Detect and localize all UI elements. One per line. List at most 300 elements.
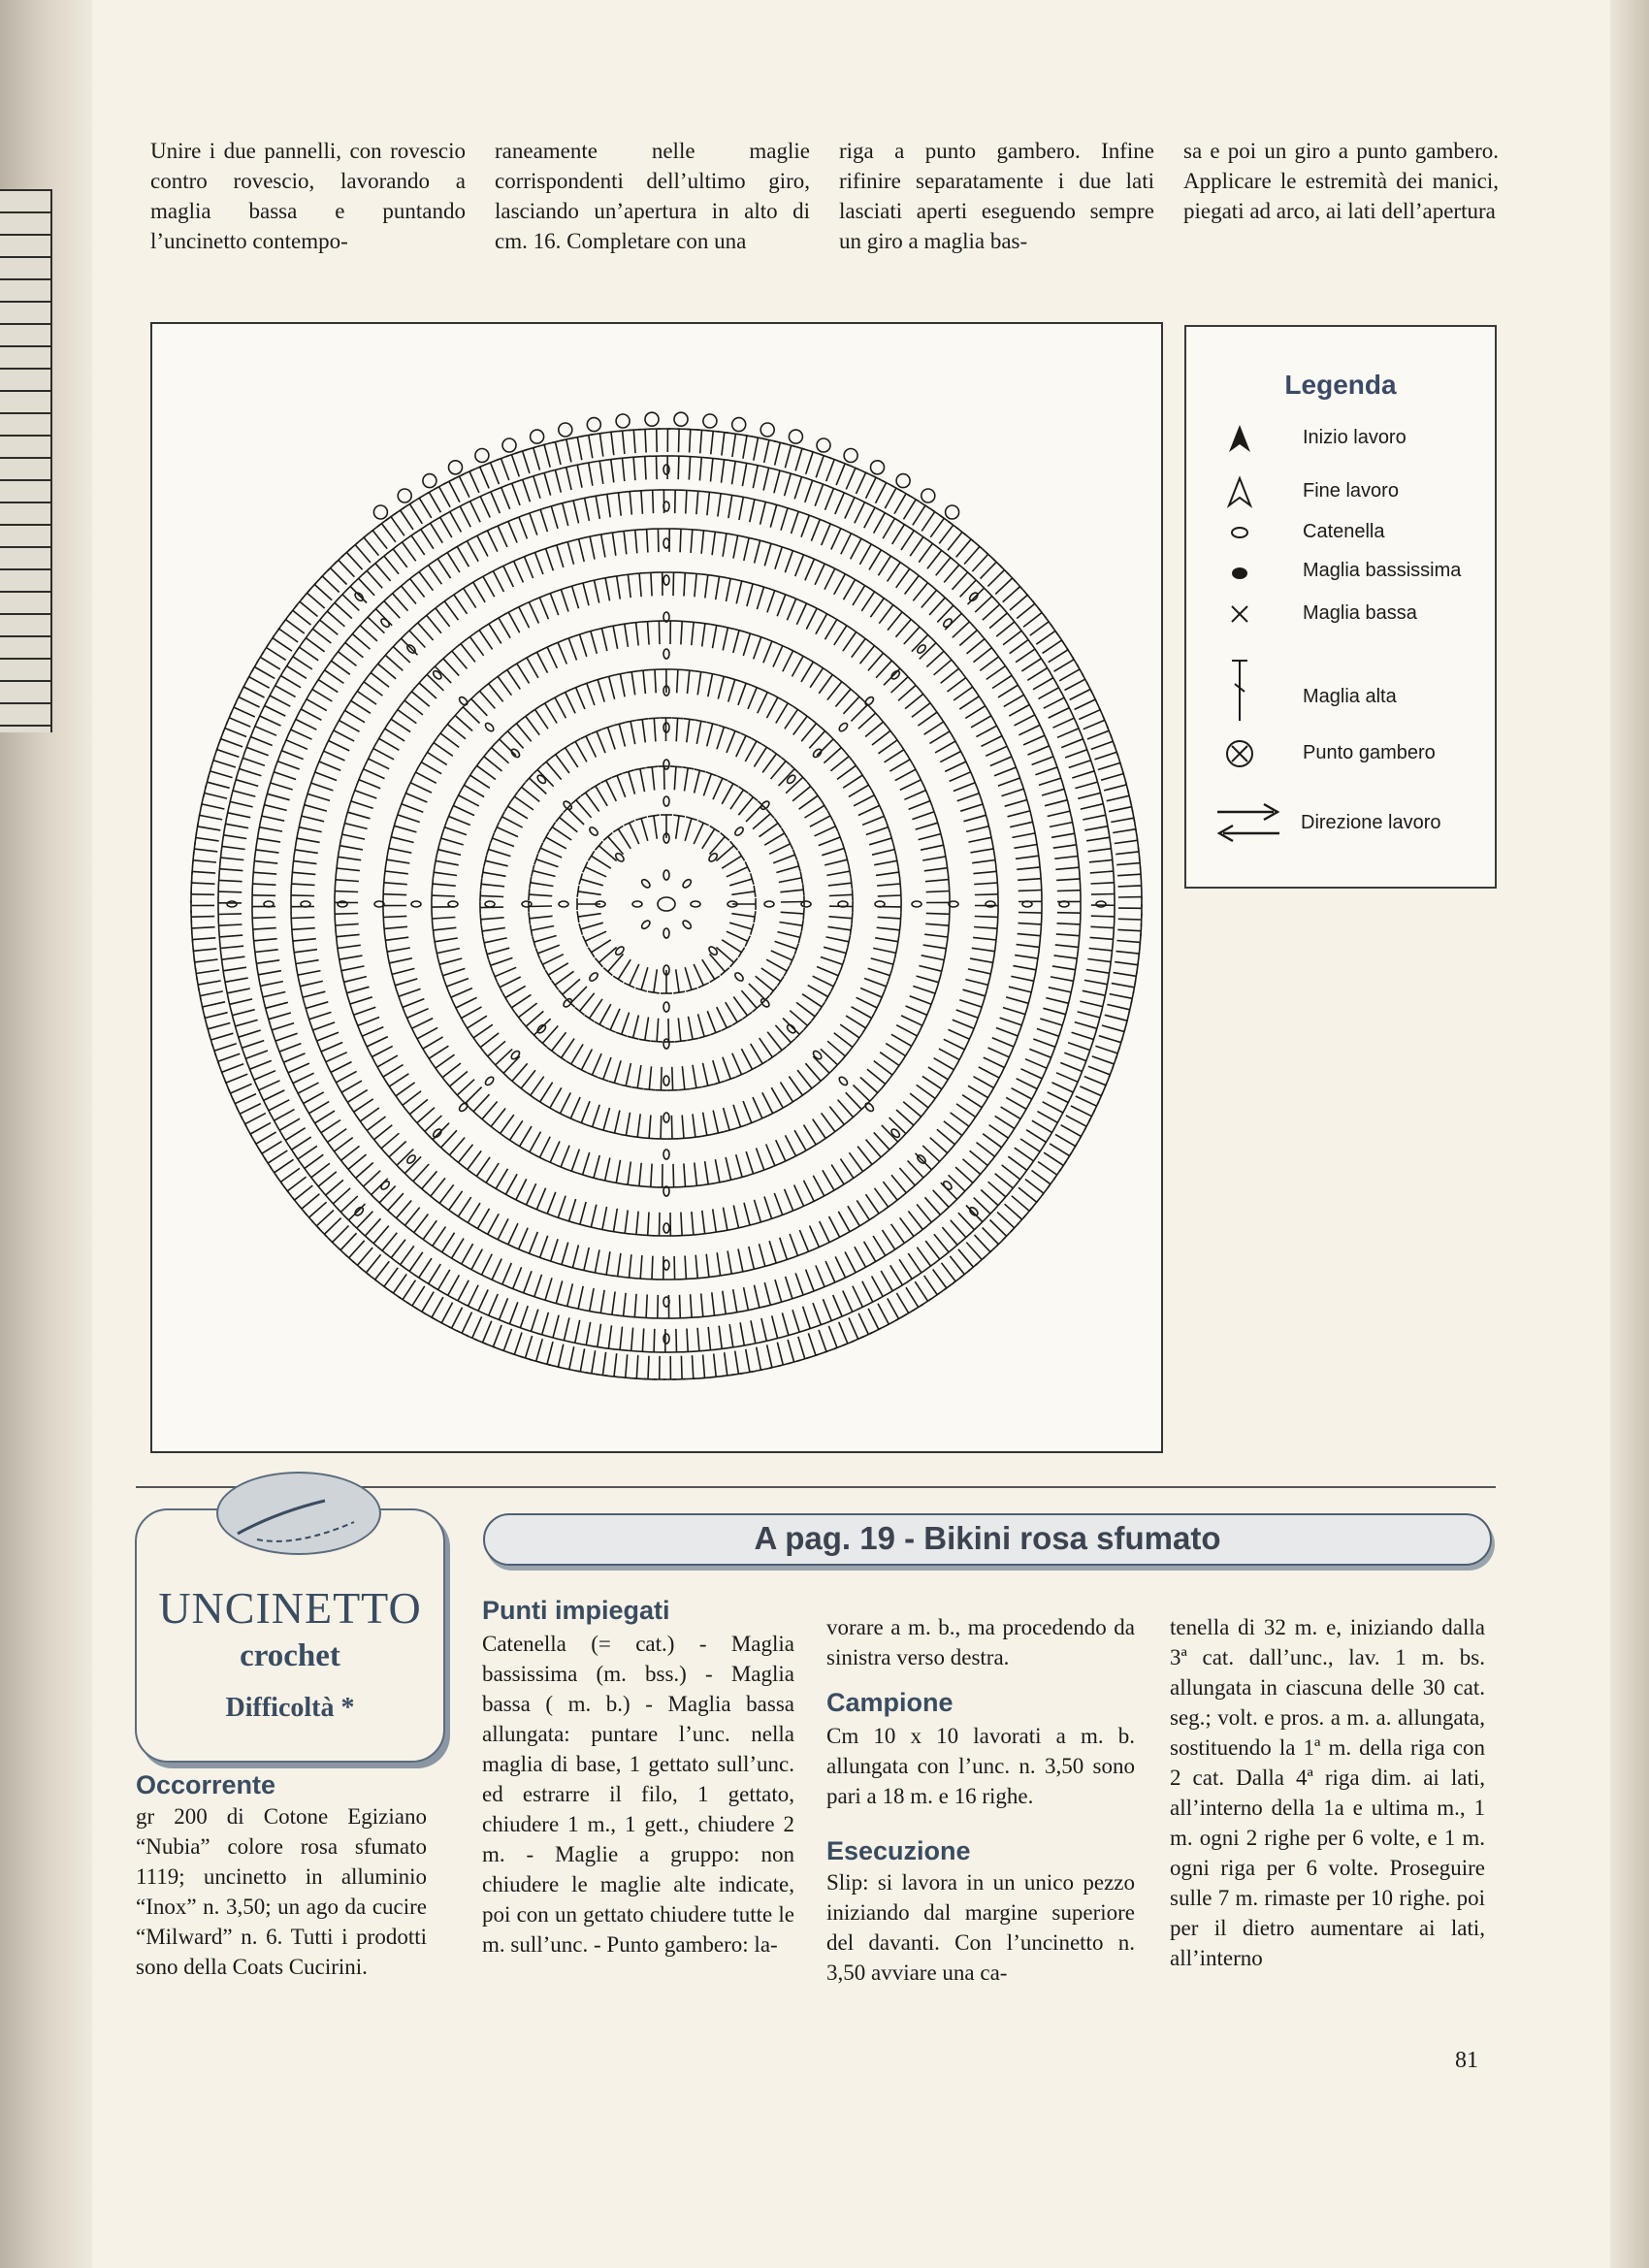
- stitch-top-mark: [673, 815, 685, 817]
- stitch-top-mark: [897, 936, 899, 948]
- stitch-post-mark: [379, 738, 400, 750]
- stitch-post-mark: [724, 1108, 730, 1130]
- chain-stitch-mark: [663, 1260, 669, 1270]
- stitch-post-mark: [799, 795, 819, 809]
- stitch-post-mark: [805, 1063, 821, 1081]
- stitch-post-mark: [571, 1044, 583, 1064]
- stitch-top-mark: [464, 1023, 469, 1033]
- stitch-post-mark: [1071, 1106, 1092, 1117]
- stitch-top-mark: [915, 1031, 921, 1042]
- stitch-top-mark: [488, 568, 499, 574]
- stitch-post-mark: [480, 691, 496, 708]
- stitch-post-mark: [1069, 761, 1091, 768]
- stitch-top-mark: [692, 1278, 703, 1279]
- stitch-post-mark: [298, 1083, 318, 1093]
- stitch-post-mark: [624, 1293, 627, 1316]
- stitch-post-mark: [365, 1218, 380, 1236]
- stitch-post-mark: [657, 456, 658, 479]
- stitch-post-mark: [747, 584, 753, 606]
- stitch-post-mark: [852, 1007, 872, 1019]
- stitch-post-mark: [436, 608, 450, 627]
- stitch-post-mark: [572, 586, 579, 608]
- stitch-post-mark: [1013, 966, 1036, 970]
- stitch-post-mark: [679, 429, 680, 452]
- stitch-top-mark: [871, 1259, 881, 1265]
- page-edge-shadow: [1610, 0, 1649, 2268]
- stitch-post-mark: [437, 559, 450, 578]
- stitch-post-mark: [925, 923, 949, 925]
- stitch-post-mark: [659, 621, 660, 644]
- stitch-post-mark: [468, 1016, 487, 1028]
- stitch-top-mark: [481, 925, 483, 937]
- stitch-post-mark: [264, 805, 286, 811]
- stitch-post-mark: [820, 1221, 829, 1243]
- chain-stitch-mark: [588, 971, 598, 982]
- stitch-post-mark: [822, 849, 844, 856]
- stitch-post-mark: [971, 849, 994, 853]
- stitch-post-mark: [705, 575, 708, 599]
- stitch-post-mark: [785, 709, 797, 729]
- stitch-post-mark: [339, 857, 362, 859]
- col4-text: tenella di 32 m. e, iniziando dalla 3ª cat. dall’unc., lav. 1 m. bs. allungata in ciascuna delle 30 cat. seg.; volt. e pros. a m. a. allungata, sostituendo la 1ª m. della riga con 2 cat. Dalla 4ª riga dim. ai lati, all’interno della 1a e ultima m., 1 m. ogni 2 righe per 6 volte, e 1 m. ogni riga per 6 volte. Proseguire sulle 7 m. rimaste per 10 righe. poi per il dietro aumentare ai lati, all’interno: [1170, 1615, 1485, 1970]
- stitch-post-mark: [922, 956, 945, 960]
- stitch-post-mark: [958, 1213, 975, 1230]
- stitch-post-mark: [838, 1100, 854, 1118]
- stitch-top-mark: [1140, 936, 1141, 948]
- stitch-top-mark: [710, 1231, 722, 1233]
- stitch-post-mark: [355, 545, 371, 563]
- stitch-top-mark: [695, 671, 707, 673]
- stitch-top-mark: [1080, 873, 1081, 885]
- stitch-post-mark: [469, 1285, 479, 1307]
- stitch-post-mark: [355, 791, 377, 798]
- stitch-post-mark: [462, 1007, 482, 1019]
- stitch-post-mark: [281, 676, 302, 688]
- stitch-top-mark: [631, 1136, 643, 1138]
- stitch-post-mark: [819, 1330, 826, 1352]
- stitch-top-mark: [714, 1182, 726, 1183]
- stitch-post-mark: [566, 693, 575, 714]
- stitch-post-mark: [827, 1041, 845, 1056]
- stitch-top-mark: [923, 579, 932, 587]
- stitch-top-mark: [958, 746, 964, 757]
- stitch-post-mark: [636, 1355, 638, 1378]
- stitch-post-mark: [760, 1038, 773, 1057]
- stitch-top-mark: [1080, 919, 1081, 930]
- stitch-top-mark: [909, 1233, 919, 1240]
- stitch-post-mark: [375, 609, 392, 626]
- stitch-top-mark: [256, 957, 258, 969]
- stitch-post-mark: [523, 451, 530, 473]
- stitch-top-mark: [514, 1144, 524, 1150]
- crab-stitch-mark: [587, 418, 600, 432]
- stitch-top-mark: [276, 1125, 282, 1135]
- stitch-post-mark: [409, 504, 422, 524]
- stitch-top-mark: [1107, 979, 1109, 990]
- stitch-post-mark: [326, 1053, 347, 1062]
- stitch-post-mark: [309, 1202, 327, 1217]
- stitch-post-mark: [516, 1179, 527, 1199]
- stitch-post-mark: [557, 545, 564, 567]
- stitch-post-mark: [253, 872, 276, 874]
- stitch-post-mark: [342, 595, 359, 611]
- stitch-top-mark: [1073, 975, 1075, 987]
- stitch-post-mark: [773, 855, 794, 863]
- stitch-post-mark: [452, 1308, 463, 1328]
- legend-item-single: [1186, 595, 1495, 633]
- stitch-post-mark: [567, 808, 584, 825]
- stitch-post-mark: [648, 1213, 649, 1236]
- stitch-post-mark: [1055, 867, 1079, 869]
- stitch-post-mark: [367, 1037, 388, 1047]
- stitch-post-mark: [835, 493, 845, 514]
- stitch-post-mark: [866, 827, 889, 835]
- stitch-top-mark: [1045, 664, 1051, 673]
- stitch-post-mark: [1056, 1073, 1078, 1083]
- stitch-top-mark: [900, 913, 901, 924]
- crab-stitch-mark: [789, 430, 802, 443]
- stitch-post-mark: [753, 814, 770, 829]
- stitch-post-mark: [964, 547, 980, 565]
- stitch-top-mark: [626, 1350, 637, 1351]
- stitch-post-mark: [775, 941, 797, 949]
- stitch-top-mark: [511, 792, 518, 801]
- stitch-top-mark: [613, 976, 623, 982]
- stitch-top-mark: [754, 911, 756, 923]
- stitch-post-mark: [1099, 1036, 1121, 1043]
- stitch-post-mark: [292, 884, 315, 885]
- chain-stitch-mark: [663, 1076, 669, 1085]
- stitch-post-mark: [566, 439, 571, 462]
- stitch-top-mark: [459, 1013, 465, 1023]
- stitch-post-mark: [834, 574, 846, 595]
- stitch-top-mark: [617, 458, 629, 459]
- chain-stitch-mark: [663, 1223, 669, 1233]
- stitch-post-mark: [810, 1226, 820, 1247]
- stitch-top-mark: [494, 615, 503, 621]
- stitch-post-mark: [293, 610, 311, 625]
- stitch-post-mark: [254, 1071, 275, 1080]
- stitch-post-mark: [385, 937, 408, 940]
- stitch-post-mark: [377, 1055, 398, 1067]
- stitch-post-mark: [1091, 894, 1115, 895]
- stitch-post-mark: [239, 697, 260, 708]
- stitch-post-mark: [787, 599, 795, 620]
- stitch-top-mark: [812, 606, 823, 611]
- legend-label: Punto gambero: [1303, 742, 1436, 763]
- chain-stitch-mark: [733, 971, 744, 982]
- stitch-top-mark: [681, 490, 693, 491]
- stitch-post-mark: [860, 646, 875, 664]
- stitch-post-mark: [755, 540, 760, 563]
- stitch-post-mark: [642, 720, 645, 743]
- stitch-post-mark: [214, 1044, 237, 1051]
- stitch-top-mark: [595, 433, 606, 435]
- stitch-post-mark: [449, 1191, 463, 1211]
- stitch-post-mark: [616, 1160, 620, 1183]
- stitch-post-mark: [193, 860, 216, 862]
- stitch-top-mark: [335, 647, 341, 657]
- stitch-top-mark: [447, 1255, 457, 1261]
- stitch-post-mark: [1018, 923, 1042, 924]
- stitch-top-mark: [860, 1264, 871, 1270]
- stitch-post-mark: [491, 1109, 505, 1127]
- stitch-top-mark: [732, 535, 744, 536]
- punti-text: Catenella (= cat.) - Maglia bassissima (m. bss.) - Maglia bassa ( m. b.) - Maglia bassa allungata: puntare l’unc. nella maglia di base, 1 gettato sull’unc. ed estrarre il filo, 1 gettato, chiudere 1 m., 1 gett., chiudere 2 m. - Maglie a gruppo: non chiudere le maglie alte indicate, poi con un gettato chiudere tutte le m. sull’unc. - Punto gambero: la-: [482, 1632, 794, 1957]
- stitch-post-mark: [219, 935, 242, 937]
- stitch-post-mark: [1054, 660, 1075, 671]
- stitch-post-mark: [357, 692, 376, 705]
- stitch-post-mark: [468, 541, 479, 562]
- stitch-top-mark: [852, 913, 853, 924]
- stitch-post-mark: [684, 1163, 686, 1186]
- stitch-top-mark: [337, 943, 339, 955]
- crab-stitch-mark: [373, 505, 387, 519]
- stitch-post-mark: [865, 722, 883, 736]
- stitch-post-mark: [417, 1108, 435, 1123]
- stitch-top-mark: [530, 877, 532, 889]
- stitch-post-mark: [934, 1058, 954, 1070]
- stitch-post-mark: [292, 872, 315, 874]
- stitch-top-mark: [331, 726, 337, 736]
- stitch-post-mark: [771, 951, 792, 960]
- stitch-post-mark: [908, 1253, 922, 1273]
- stitch-post-mark: [340, 1196, 358, 1213]
- stitch-top-mark: [761, 744, 771, 750]
- stitch-top-mark: [357, 1117, 364, 1126]
- stitch-post-mark: [926, 891, 950, 892]
- stitch-post-mark: [489, 850, 511, 857]
- stitch-top-mark: [254, 947, 255, 958]
- stitch-top-mark: [1077, 851, 1078, 862]
- stitch-post-mark: [1050, 823, 1073, 827]
- stitch-top-mark: [467, 770, 473, 780]
- hook-illustration-icon: [216, 1472, 381, 1555]
- stitch-post-mark: [781, 508, 788, 531]
- stitch-post-mark: [855, 502, 865, 524]
- stitch-post-mark: [903, 1102, 921, 1117]
- stitch-post-mark: [488, 1214, 500, 1234]
- chain-stitch-mark: [764, 901, 774, 907]
- stitch-post-mark: [889, 760, 910, 771]
- stitch-post-mark: [592, 856, 611, 868]
- stitch-top-mark: [552, 981, 559, 990]
- stitch-top-mark: [605, 459, 617, 461]
- stitch-post-mark: [1087, 959, 1111, 962]
- stitch-post-mark: [813, 1303, 821, 1325]
- stitch-post-mark: [281, 751, 303, 760]
- stitch-top-mark: [224, 818, 226, 829]
- stitch-post-mark: [951, 1113, 969, 1126]
- stitch-top-mark: [1017, 1175, 1023, 1184]
- stitch-post-mark: [745, 741, 757, 761]
- stitch-post-mark: [877, 927, 900, 930]
- stitch-post-mark: [582, 1050, 593, 1070]
- stitch-top-mark: [945, 943, 947, 955]
- stitch-top-mark: [1050, 1127, 1055, 1137]
- stitch-top-mark: [517, 1085, 526, 1092]
- stitch-post-mark: [351, 801, 373, 808]
- stitch-post-mark: [481, 918, 504, 920]
- stitch-post-mark: [339, 560, 355, 576]
- stitch-post-mark: [419, 498, 432, 518]
- stitch-post-mark: [677, 669, 678, 693]
- stitch-post-mark: [608, 728, 616, 750]
- crab-stitch-mark: [475, 449, 489, 463]
- stitch-top-mark: [850, 576, 859, 582]
- stitch-post-mark: [449, 481, 460, 502]
- stitch-top-mark: [307, 1173, 314, 1183]
- stitch-post-mark: [321, 1120, 340, 1133]
- chain-stitch-mark: [663, 1334, 669, 1344]
- stitch-post-mark: [1009, 987, 1031, 992]
- stitch-post-mark: [539, 598, 548, 619]
- stitch-post-mark: [642, 1328, 643, 1351]
- stitch-post-mark: [342, 834, 365, 839]
- stitch-post-mark: [367, 1117, 385, 1130]
- stitch-post-mark: [348, 1154, 367, 1169]
- stitch-top-mark: [253, 935, 254, 947]
- stitch-top-mark: [685, 429, 696, 430]
- stitch-post-mark: [320, 620, 339, 634]
- stitch-post-mark: [775, 547, 782, 569]
- stitch-post-mark: [1008, 1156, 1026, 1170]
- stitch-post-mark: [799, 1230, 808, 1251]
- stitch-post-mark: [468, 1203, 480, 1222]
- stitch-top-mark: [851, 1270, 861, 1276]
- stitch-post-mark: [843, 632, 857, 652]
- stitch-top-mark: [907, 1276, 917, 1282]
- stitch-post-mark: [505, 986, 526, 997]
- stitch-post-mark: [974, 1077, 994, 1088]
- stitch-top-mark: [988, 643, 995, 652]
- stitch-top-mark: [1109, 831, 1111, 843]
- stitch-post-mark: [774, 470, 780, 493]
- stitch-post-mark: [580, 1348, 584, 1372]
- stitch-top-mark: [588, 851, 594, 860]
- stitch-top-mark: [197, 821, 199, 832]
- stitch-post-mark: [1056, 934, 1080, 936]
- stitch-post-mark: [825, 1261, 835, 1282]
- stitch-post-mark: [294, 861, 317, 864]
- stitch-top-mark: [714, 575, 726, 577]
- stitch-post-mark: [249, 677, 270, 689]
- stitch-top-mark: [521, 1202, 532, 1207]
- stitch-post-mark: [484, 938, 507, 943]
- stitch-top-mark: [433, 1287, 442, 1293]
- stitch-post-mark: [694, 823, 703, 844]
- stitch-top-mark: [886, 553, 895, 560]
- stitch-post-mark: [438, 1270, 450, 1290]
- stitch-top-mark: [852, 629, 861, 635]
- stitch-top-mark: [525, 1150, 535, 1155]
- stitch-post-mark: [1006, 1097, 1026, 1109]
- stitch-top-mark: [257, 969, 259, 981]
- stitch-post-mark: [462, 1244, 473, 1264]
- stitch-post-mark: [694, 964, 703, 986]
- stitch-post-mark: [719, 1326, 722, 1349]
- stitch-top-mark: [383, 877, 384, 889]
- stitch-post-mark: [701, 531, 703, 554]
- stitch-post-mark: [457, 547, 469, 567]
- stitch-post-mark: [309, 1012, 332, 1019]
- stitch-post-mark: [462, 1312, 471, 1334]
- stitch-post-mark: [277, 761, 300, 769]
- stitch-top-mark: [288, 1145, 295, 1154]
- stitch-post-mark: [1054, 956, 1078, 958]
- stitch-post-mark: [781, 902, 804, 903]
- stitch-post-mark: [766, 1145, 775, 1166]
- stitch-top-mark: [999, 730, 1004, 741]
- stitch-post-mark: [877, 884, 900, 886]
- stitch-post-mark: [508, 806, 528, 819]
- stitch-post-mark: [764, 833, 785, 845]
- stitch-post-mark: [711, 431, 713, 454]
- stitch-post-mark: [546, 549, 554, 571]
- stitch-post-mark: [620, 1327, 622, 1350]
- stitch-post-mark: [919, 966, 941, 972]
- stitch-post-mark: [646, 1295, 647, 1318]
- chain-stitch-mark: [663, 870, 669, 880]
- stitch-top-mark: [223, 829, 225, 841]
- stitch-post-mark: [578, 1286, 583, 1309]
- stitch-post-mark: [223, 967, 246, 971]
- stitch-post-mark: [493, 571, 503, 592]
- stitch-post-mark: [738, 797, 753, 816]
- stitch-post-mark: [1040, 1019, 1062, 1025]
- stitch-post-mark: [715, 1159, 720, 1183]
- stitch-post-mark: [917, 1205, 931, 1223]
- stitch-top-mark: [902, 1051, 908, 1060]
- stitch-top-mark: [545, 970, 551, 980]
- stitch-post-mark: [695, 1163, 697, 1186]
- stitch-post-mark: [906, 1287, 919, 1307]
- stitch-post-mark: [1090, 937, 1114, 939]
- stitch-post-mark: [898, 685, 916, 700]
- stitch-post-mark: [801, 515, 809, 537]
- stitch-top-mark: [880, 510, 890, 516]
- stitch-post-mark: [608, 837, 624, 855]
- stitch-post-mark: [387, 948, 410, 952]
- legend-label: Fine lavoro: [1303, 480, 1399, 502]
- stitch-post-mark: [872, 1277, 884, 1297]
- stitch-post-mark: [695, 770, 700, 793]
- stitch-top-mark: [453, 1214, 463, 1220]
- stitch-post-mark: [1010, 640, 1028, 654]
- stitch-post-mark: [429, 1264, 441, 1283]
- stitch-top-mark: [350, 1107, 357, 1117]
- stitch-post-mark: [499, 618, 510, 638]
- stitch-post-mark: [883, 519, 894, 539]
- stitch-post-mark: [260, 716, 281, 726]
- legend-label: Catenella: [1303, 521, 1385, 542]
- stitch-top-mark: [640, 1317, 652, 1318]
- stitch-post-mark: [803, 1307, 811, 1329]
- stitch-post-mark: [384, 601, 400, 619]
- stitch-post-mark: [983, 604, 1000, 620]
- stitch-top-mark: [386, 1082, 393, 1091]
- stitch-post-mark: [397, 1201, 412, 1218]
- stitch-post-mark: [561, 1092, 571, 1113]
- stitch-post-mark: [794, 1130, 806, 1150]
- stitch-top-mark: [258, 822, 260, 833]
- stitch-post-mark: [878, 917, 901, 919]
- stitch-top-mark: [549, 823, 556, 832]
- stitch-post-mark: [798, 1337, 805, 1359]
- stitch-post-mark: [555, 442, 561, 465]
- stitch-top-mark: [434, 936, 436, 948]
- stitch-post-mark: [196, 838, 219, 841]
